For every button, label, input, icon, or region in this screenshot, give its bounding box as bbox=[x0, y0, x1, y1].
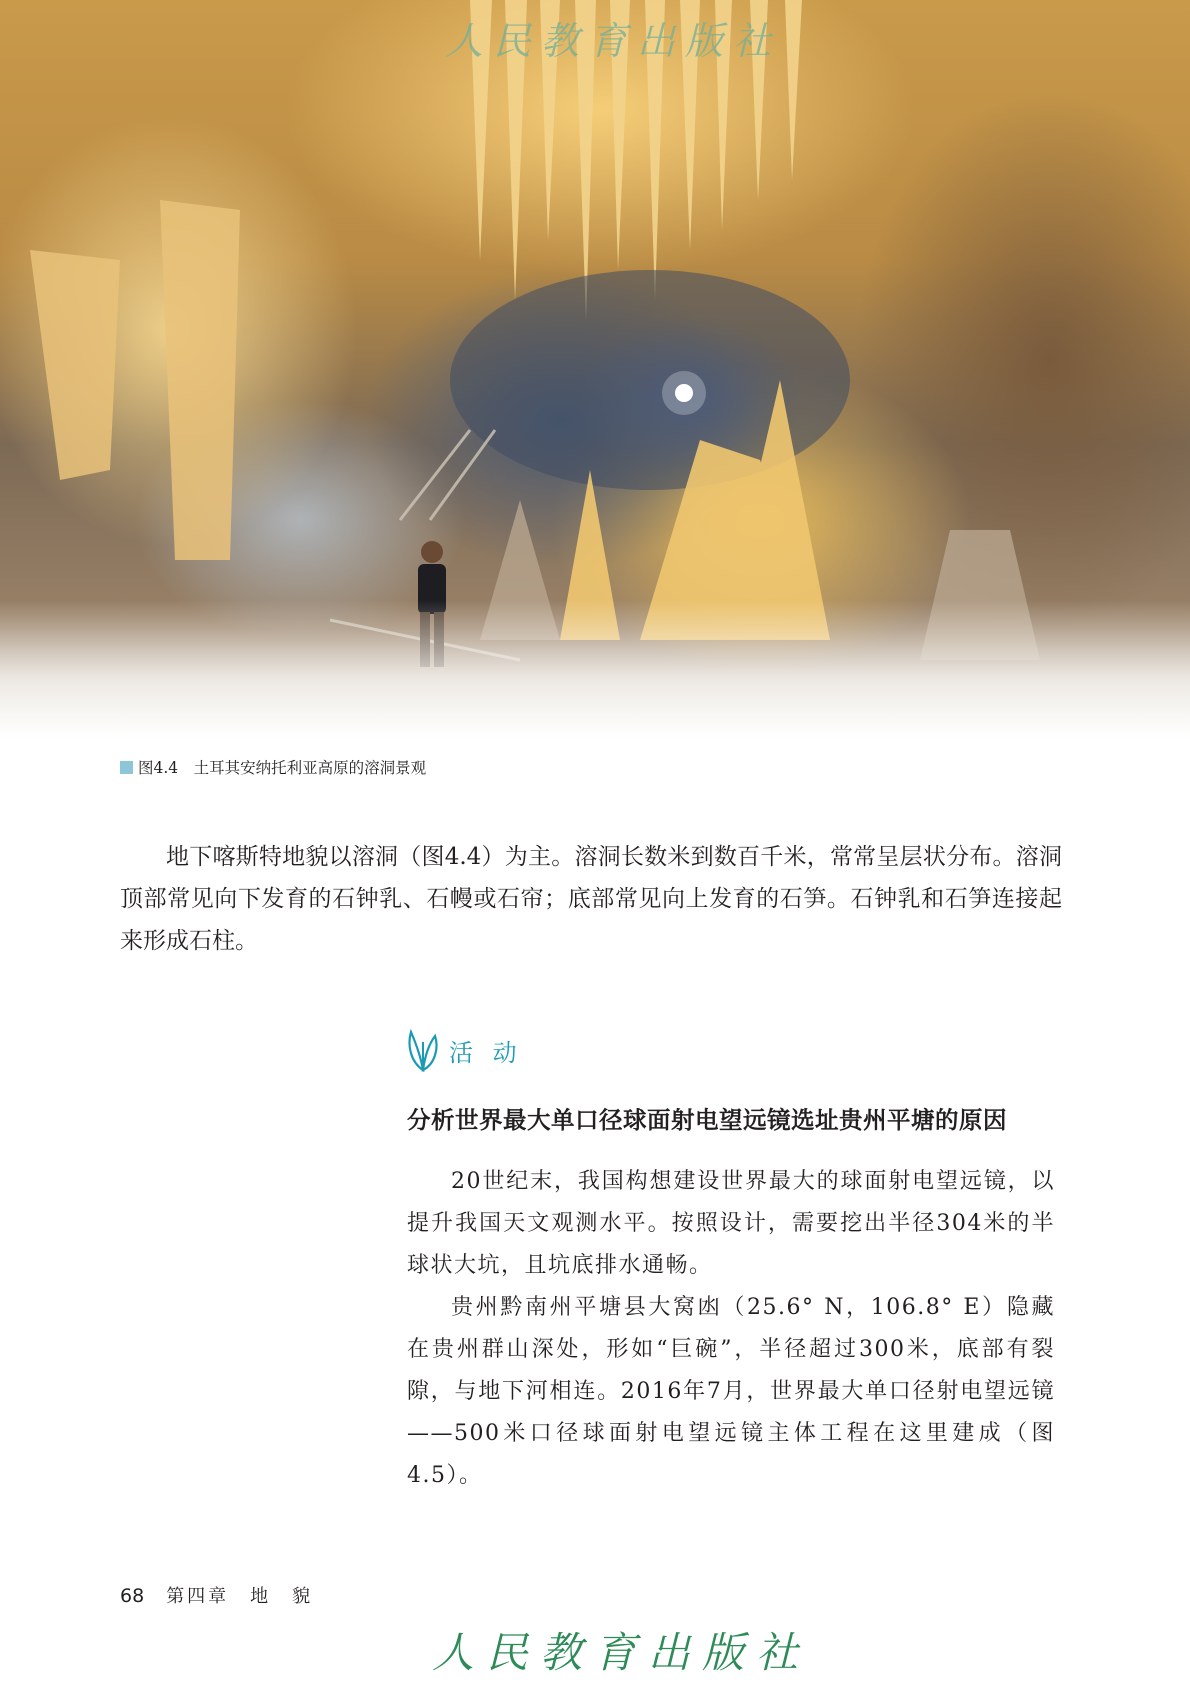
page-footer bbox=[120, 1582, 313, 1608]
activity-body bbox=[407, 1161, 1055, 1497]
activity-header bbox=[405, 1028, 523, 1072]
body-text bbox=[120, 836, 1062, 962]
activity-title: 分析世界最大单口径球面射电望远镜选址贵州平塘的原因 bbox=[407, 1106, 1007, 1134]
page-number: 68 bbox=[120, 1585, 145, 1607]
caption-square-icon bbox=[120, 761, 133, 774]
activity-paragraph-2: 贵州黔南州平塘县大窝凼（25.6° N，106.8° E）隐藏在贵州群山深处，形如“巨碗”，半径超过300米，底部有裂隙，与地下河相连。2016年7月，世界最大单口径射电望远镜——500米口径球面射电望远镜主体工程在这里建成（图4.5）。 bbox=[407, 1295, 1055, 1488]
activity-leaf-icon bbox=[405, 1028, 441, 1072]
caption-text: 图4.4 土耳其安纳托利亚高原的溶洞景观 bbox=[138, 759, 427, 777]
body-paragraph: 地下喀斯特地貌以溶洞（图4.4）为主。溶洞长数米到数百千米，常常呈层状分布。溶洞顶部常见向下发育的石钟乳、石幔或石帘；底部常见向上发育的石笋。石钟乳和石笋连接起来形成石柱。 bbox=[120, 844, 1062, 954]
chapter-title: 第四章 地 貌 bbox=[166, 1586, 314, 1607]
figure-caption bbox=[120, 756, 426, 778]
publisher-watermark-top: 人民教育出版社 bbox=[445, 19, 782, 63]
cave-photo bbox=[0, 0, 1190, 740]
publisher-watermark-bottom: 人民教育出版社 bbox=[432, 1628, 811, 1677]
activity-paragraph-1: 20世纪末，我国构想建设世界最大的球面射电望远镜，以提升我国天文观测水平。按照设计，需要挖出半径304米的半球状大坑，且坑底排水通畅。 bbox=[407, 1169, 1055, 1278]
activity-label: 活 动 bbox=[449, 1038, 523, 1067]
